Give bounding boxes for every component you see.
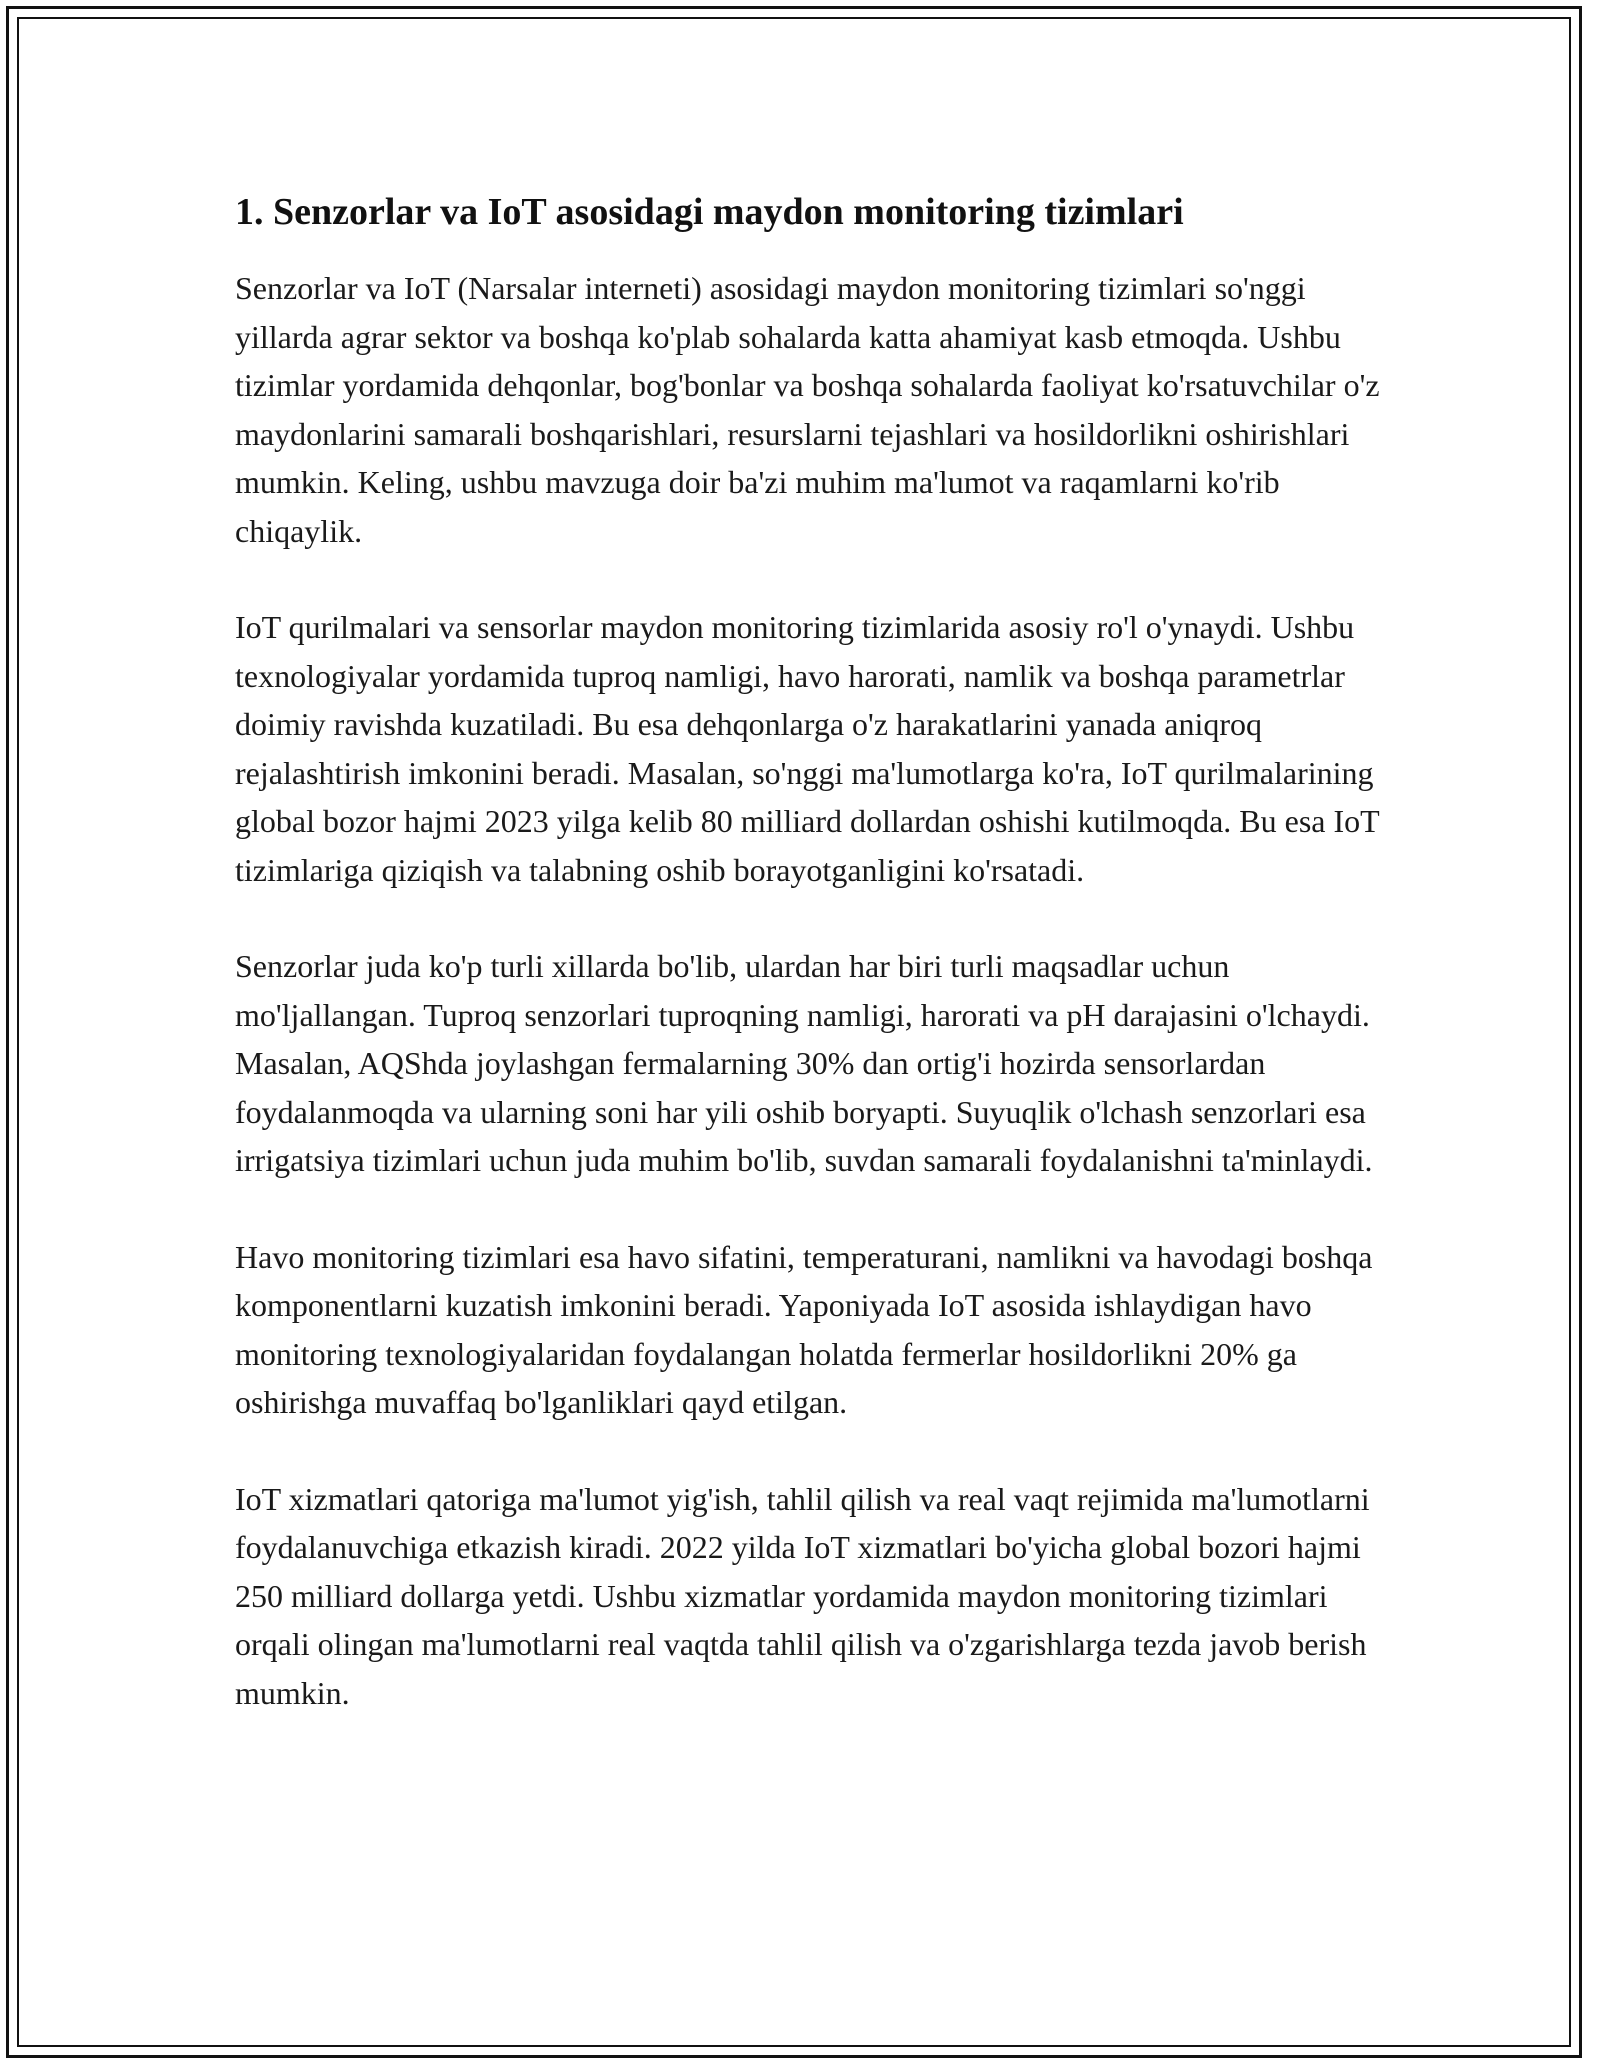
section-heading: 1. Senzorlar va IoT asosidagi maydon monitoring tizimlari (235, 191, 1184, 233)
document-body (235, 186, 1395, 1765)
paragraph-sensors: Senzorlar juda ko'p turli xillarda bo'lib, ulardan har biri turli maqsadlar uchun mo'ljallangan. Tuproq senzorlari tuproqning namligi, harorati va pH darajasini o'lchaydi. Masalan, AQShda joylashgan fermalarning 30% dan ortig'i hozirda sensorlardan foydalanmoqda va ularning soni har yili oshib boryapti. Suyuqlik o'lchash senzorlari esa irrigatsiya tizimlari uchun juda muhim bo'lib, suvdan samarali foydalanishni ta'minlaydi. (235, 948, 1373, 1178)
paragraph-iot-devices: IoT qurilmalari va sensorlar maydon monitoring tizimlarida asosiy ro'l o'ynaydi. Ushbu texnologiyalar yordamida tuproq namligi, havo harorati, namlik va boshqa parametrlar doimiy ravishda kuzatiladi. Bu esa dehqonlarga o'z harakatlarini yanada aniqroq rejalashtirish imkonini beradi. Masalan, so'nggi ma'lumotlarga ko'ra, IoT qurilmalarining global bozor hajmi 2023 yilga kelib 80 milliard dollardan oshishi kutilmoqda. Bu esa IoT tizimlariga qiziqish va talabning oshib borayotganligini ko'rsatadi. (235, 609, 1380, 888)
paragraph-iot-services: IoT xizmatlari qatoriga ma'lumot yig'ish, tahlil qilish va real vaqt rejimida ma'lumotlarni foydalanuvchiga etkazish kiradi. 2022 yilda IoT xizmatlari bo'yicha global bozori hajmi 250 milliard dollarga yetdi. Ushbu xizmatlar yordamida maydon monitoring tizimlari orqali olingan ma'lumotlarni real vaqtda tahlil qilish va o'zgarishlarga tezda javob berish mumkin. (235, 1480, 1370, 1711)
paragraph-air-monitoring: Havo monitoring tizimlari esa havo sifatini, temperaturani, namlikni va havodagi boshqa komponentlarni kuzatish imkonini beradi. Yaponiyada IoT asosida ishlaydigan havo monitoring texnologiyalaridan foydalangan holatda fermerlar hosildorlikni 20% ga oshirishga muvaffaq bo'lganliklari qayd etilgan. (235, 1238, 1373, 1420)
paragraph-intro: Senzorlar va IoT (Narsalar interneti) asosidagi maydon monitoring tizimlari so'nggi yillarda agrar sektor va boshqa ko'plab sohalarda katta ahamiyat kasb etmoqda. Ushbu tizimlar yordamida dehqonlar, bog'bonlar va boshqa sohalarda faoliyat ko'rsatuvchilar o'z maydonlarini samarali boshqarishlari, resurslarni tejashlari va hosildorlikni oshirishlari mumkin. Keling, ushbu mavzuga doir ba'zi muhim ma'lumot va raqamlarni ko'rib chiqaylik. (235, 270, 1380, 549)
